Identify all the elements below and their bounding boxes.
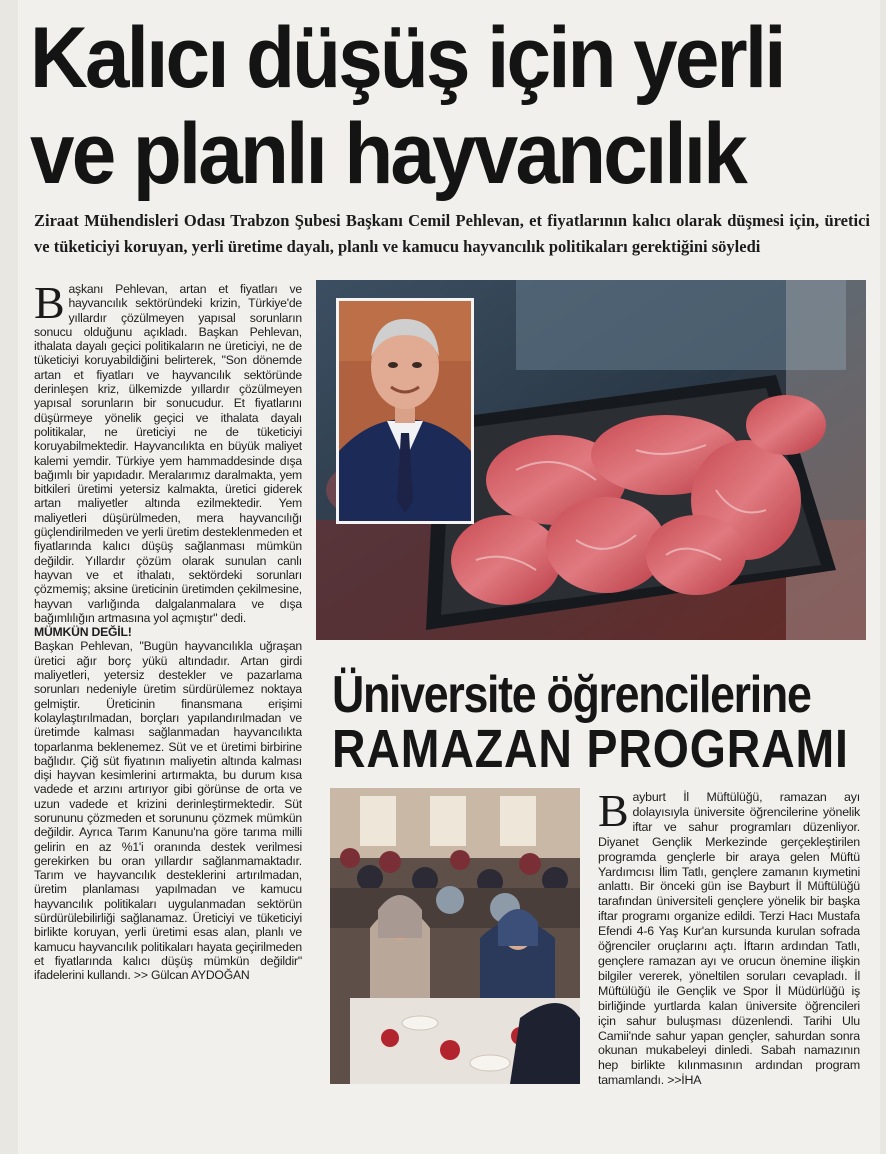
article2-dropcap: B <box>598 790 629 836</box>
article1-paragraph-1: aşkanı Pehlevan, artan et fiyatları ve hayvancılık sektöründeki krizin, Türkiye'de yıllardır çözülmeyen yapısal sorunların sonucu olduğunu açıkladı. Başkan Pehlevan, ithalata dayalı geçici politikaların ne üreticiyi, ne de tüketiciyi koruyabildiğini belirterek, "Son dönemde artan et fiyatları ve hayvancılık sektöründe derinleşen kriz, ülkemizde yıllardır çözülmeyen yapısal sorunların bir sonucudur. Et fiyatlarını düşürmeye yönelik geçici ve ithalata dayalı politikalar, ne üreticiyi ne de tüketiciyi koruyabilmektedir. Hayvancılıkta en büyük maliyet kalemi yemdir. Türkiye yem hammaddesinde dışa bağımlı bir yapıdadır. Meralarımız daralmakta, yem bitkileri üretimi yetersiz kalmakta, üretici giderek artan maliyetler altında ezilmektedir. Yem maliyetleri düşürülmeden, mera hayvancılığı güçlendirilmeden ve yerli üretim desteklenmeden et fiyatlarında kalıcı düşüş sağlanması mümkün değildir. Yıllardır çözüm olarak sunulan canlı hayvan ve et ithalatı, sektördeki sorunları çözmemiş; aksine üreticinin üretimden çekilmesine, hayvan varlığında dalgalanmalara ve dışa bağımlılığın artmasına yol açmıştır" dedi. <box>34 282 302 625</box>
article2-paragraph: ayburt İl Müftülüğü, ramazan ayı dolayısıyla üniversite öğrencilerine yönelik iftar ve sahur programları düzenliyor. Diyanet Gençlik Merkezinde gerçekleştirilen programda gençlerle bir araya gelen Müftü Yardımcısı İlim Tatlı, gençlere zamanın kıymetini anlattı. Bir önceki gün ise Bayburt İl Müftülüğü tarafından üniversiteli gençlere yönelik bir başka iftar programı organize edildi. Terzi Hacı Mustafa Efendi 4-6 Yaş Kur'an kursunda kurulan sofrada öğrenciler oruçlarını açtı. İftarın ardından Tatlı, gençlere ramazan ayı ve orucun önemine ilişkin bilgiler vererek, yöneltilen soruları cevapladı. İl Müftülüğü ile Gençlik ve Spor İl Müdürlüğü iş birliğinde yurtlarda kalan üniversite öğrencileri için sahur buluşması düzenlendi. Tarihi Ulu Camii'nde sahur yapan gençler, sahurdan sonra okunan mukabeleyi dinledi. Sabah namazının hep birlikte kılınmasının ardından program tamamlandı. >>İHA <box>598 790 860 1088</box>
article1-headline <box>30 10 811 202</box>
article2-body <box>598 790 860 1090</box>
cemil-pehlevan-portrait <box>336 298 474 524</box>
article1-paragraph-2: Başkan Pehlevan, "Bugün hayvancılıkla uğraşan üretici ağır borç yükü altındadır. Artan girdi maliyetleri, yetersiz destekler ve pazarlama sorunları nedeniyle üretim sürdürülemez noktaya gelmiştir. Üreticinin finansmana erişimi kolaylaştırılmadan, borçları yapılandırılmadan ve üretimde kalması sağlanmadan hayvancılıkta toparlanma beklenemez. Süt ve et üretimi birbirine bağlıdır. Çiğ süt fiyatının maliyetin altında kalması dişi hayvan kesimlerini artırmakta, bu durum kısa vadede et arzını artırıyor gibi görünse de orta ve uzun vadede et krizini derinleştirmektedir. Süt sorununu çözmeden et sorununu çözmek mümkün değildir. Ayrıca Tarım Kanunu'na göre tarıma milli gelirin en az %1'i oranında destek verilmesi gerekirken bu oran yıllardır sağlanmamaktadır. Tarım ve hayvancılık desteklerini artırılmadan, üretim planlaması yapılmadan ve kamucu hayvancılık politikaları uygulanmadan sektörün sürdürülebilirliği sağlanamaz. Üreticiyi ve tüketiciyi birlikte koruyan, yerli üretimi esas alan, planlı ve kamucu hayvancılık politikaları hayata geçirilmeden et fiyatlarında kalıcı düşüş mümkün değildir" ifadelerini kullandı. >> Gülcan AYDOĞAN <box>34 639 302 983</box>
article1-subhead: MÜMKÜN DEĞİL! <box>34 625 132 640</box>
article1-body <box>34 282 302 1092</box>
headline2-line2: RAMAZAN PROGRAMI <box>332 719 849 779</box>
iftar-students-photo <box>330 788 580 1084</box>
headline2-line1: Üniversite öğrencilerine <box>332 666 811 724</box>
article1-dropcap: B <box>34 282 65 328</box>
article1-deck: Ziraat Mühendisleri Odası Trabzon Şubesi Başkanı Cemil Pehlevan, et fiyatlarının kalıcı olarak düşmesi için, üretici ve tüketiciyi koruyan, yerli üretime dayalı, planlı ve kamucu hayvancılık politikaları gerektiğini söyledi <box>34 211 870 256</box>
headline-line2: ve planlı hayvancılık <box>30 106 745 202</box>
headline-line1: Kalıcı düşüş için yerli <box>30 10 784 106</box>
article2-headline <box>332 666 849 779</box>
